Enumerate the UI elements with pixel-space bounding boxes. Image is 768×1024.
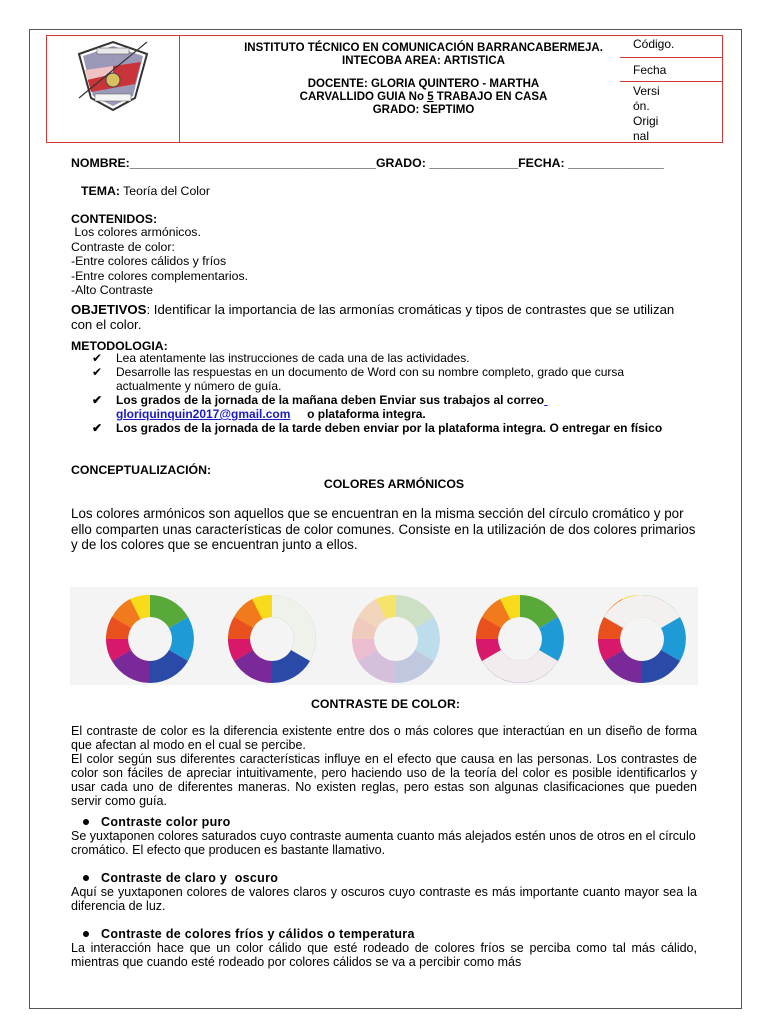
version-cell: Versi ón. Origi nal bbox=[633, 84, 660, 143]
logo-cell bbox=[47, 36, 180, 142]
check-icon: ✔ bbox=[92, 351, 103, 365]
tema-line: TEMA: Teoría del Color bbox=[81, 184, 210, 198]
wheel-1 bbox=[106, 595, 194, 683]
metodologia-list bbox=[92, 351, 692, 435]
contraste-paragraph-1: El contraste de color es la diferencia existente entre dos o más colores que interactúan en un diseño de forma que afectan al modo en el cual se percibe. bbox=[71, 724, 697, 752]
color-wheels-illustration bbox=[70, 587, 698, 685]
codigo-cell: Código. bbox=[620, 36, 722, 58]
color-wheels-image bbox=[70, 587, 698, 685]
list-item: ✔ Los grados de la jornada de la tarde deben enviar por la plataforma integra. O entregar en físico bbox=[92, 421, 663, 435]
contraste-title: CONTRASTE DE COLOR: bbox=[311, 697, 460, 711]
metodologia-title: METODOLOGIA: bbox=[71, 339, 168, 353]
contraste-temperatura-heading: Contraste de colores fríos y cálidos o temperatura bbox=[71, 927, 415, 941]
wheel-4 bbox=[476, 595, 564, 683]
list-item: ✔ Los grados de la jornada de la mañana deben Enviar sus trabajos al correo gloriquinquin2017@gmail.com o plataforma integra. bbox=[92, 393, 545, 421]
objetivos-paragraph: OBJETIVOS: Identificar la importancia de las armonías cromáticas y tipos de contrastes que se utilizan con el color. bbox=[71, 302, 675, 332]
bullet-icon bbox=[83, 875, 89, 881]
email-link[interactable]: gloriquinquin2017@gmail.com bbox=[116, 407, 291, 421]
wheel-5 bbox=[598, 595, 686, 683]
header-line-2: INTECOBA AREA: ARTISTICA bbox=[342, 55, 505, 67]
check-icon: ✔ bbox=[92, 421, 103, 435]
colores-armonicos-paragraph: Los colores armónicos son aquellos que se encuentran en la misma sección del círculo cromático y por ello comparten unas características de color comunes. Consiste en la utilización de dos colores primarios y de los colores que se encuentran junto a ellos. bbox=[71, 506, 696, 552]
list-item: ✔ Lea atentamente las instrucciones de cada una de las actividades. bbox=[92, 351, 470, 365]
school-logo bbox=[73, 40, 153, 112]
wheel-2 bbox=[228, 595, 316, 683]
bullet-icon bbox=[83, 819, 89, 825]
contraste-paragraph-2: El color según sus diferentes características influye en el efecto que causa en las personas. Los contrastes de color son fáciles de apreciar intuitivamente, pero haciendo uso de la teoría del color es posible identificarlos y usar cada uno de diferentes maneras. No existen reglas, pero estas son algunas clasificaciones que pueden servir como guía. bbox=[71, 752, 697, 808]
header-line-3: DOCENTE: GLORIA QUINTERO - MARTHA bbox=[307, 78, 540, 90]
contraste-temperatura-text: La interacción hace que un color cálido que esté rodeado de colores fríos se perciba como tal más cálido, mientras que cuando esté rodeado por colores cálidos se va a percibir como más bbox=[71, 941, 697, 969]
contraste-puro-text: Se yuxtaponen colores saturados cuyo contraste aumenta cuanto más alejados estén unos de otros en el círculo cromático. El efecto que producen es bastante llamativo. bbox=[71, 829, 696, 857]
contraste-puro-heading: Contraste color puro bbox=[71, 815, 231, 829]
nombre-line: NOMBRE:____________________________________GRADO: _____________FECHA: ______________ bbox=[71, 156, 664, 170]
contraste-claro-oscuro-text: Aquí se yuxtaponen colores de valores claros y oscuros cuyo contraste es más importante cuanto mayor sea la diferencia de luz. bbox=[71, 885, 697, 913]
check-icon: ✔ bbox=[92, 393, 103, 407]
check-icon: ✔ bbox=[92, 365, 103, 379]
contenidos-title: CONTENIDOS: bbox=[71, 212, 158, 226]
contraste-claro-oscuro-heading: Contraste de claro y oscuro bbox=[71, 871, 278, 885]
header-line-1: INSTITUTO TÉCNICO EN COMUNICACIÓN BARRANCABERMEJA. bbox=[244, 42, 603, 54]
header-line-5: GRADO: SEPTIMO bbox=[372, 104, 475, 116]
header-title-block bbox=[180, 36, 667, 142]
colores-armonicos-title: COLORES ARMÓNICOS bbox=[323, 477, 465, 491]
list-item: ✔ Desarrolle las respuestas en un documento de Word con su nombre completo, grado que cursa actualmente y número de guía. bbox=[92, 365, 625, 393]
contenidos-list: Los colores armónicos. Contraste de color: -Entre colores cálidos y fríos -Entre colores complementarios. -Alto Contraste bbox=[71, 225, 249, 297]
conceptualizacion-title: CONCEPTUALIZACIÓN: bbox=[71, 463, 212, 477]
header-line-4: CARVALLIDO GUIA No 5 TRABAJO EN CASA bbox=[299, 91, 548, 103]
fecha-cell: Fecha bbox=[620, 58, 722, 82]
bullet-icon bbox=[83, 931, 89, 937]
header-right-cells bbox=[620, 35, 723, 143]
